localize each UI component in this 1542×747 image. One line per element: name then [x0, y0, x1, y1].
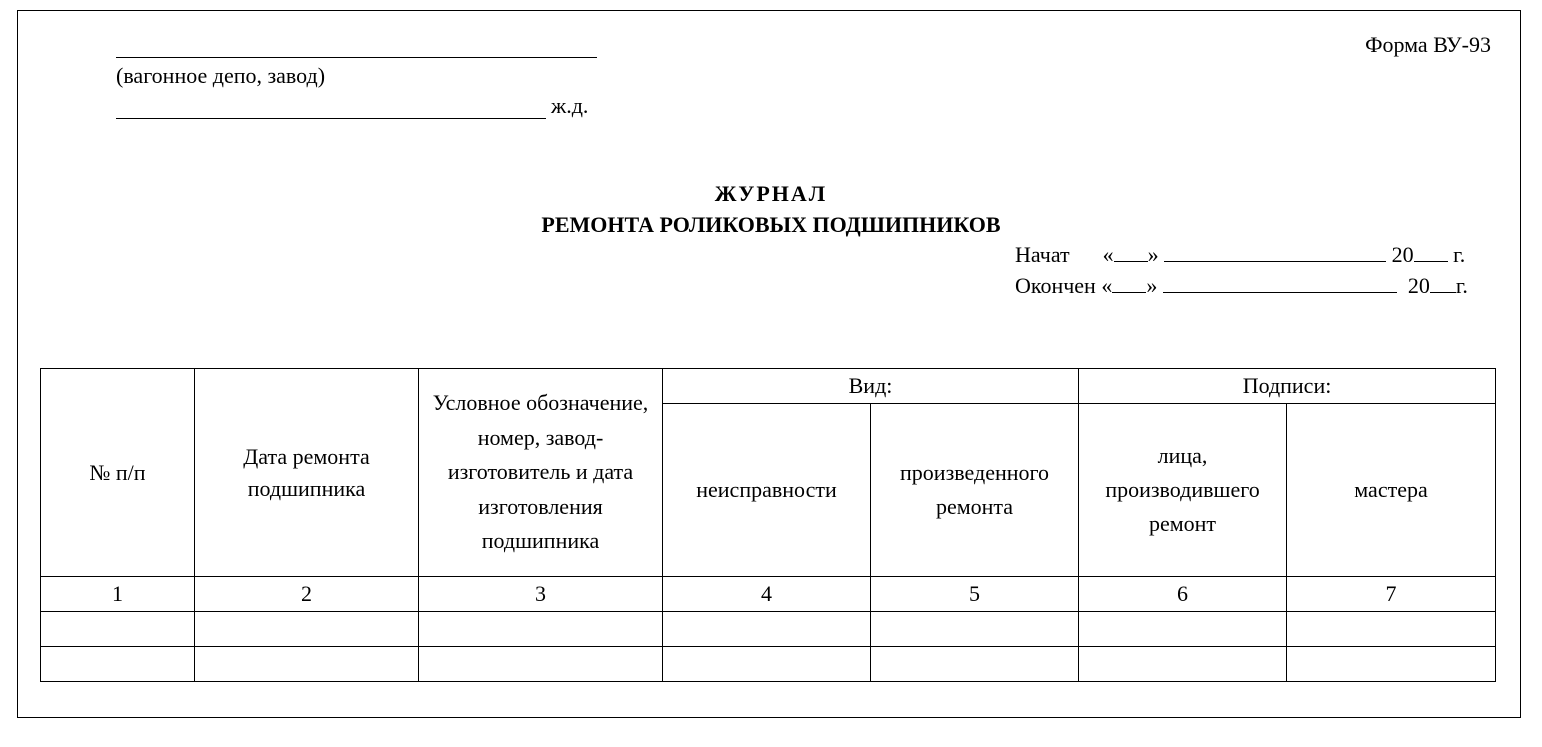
header-repairer-signature: лица, производившего ремонт — [1079, 404, 1287, 577]
end-year-field[interactable] — [1430, 275, 1456, 293]
table-cell[interactable] — [1287, 647, 1496, 682]
table-row — [41, 647, 1496, 682]
year-suffix: г. — [1455, 273, 1468, 298]
column-number-row — [41, 577, 1496, 612]
header-fault: неисправности — [663, 404, 871, 577]
header-number: № п/п — [41, 369, 195, 577]
start-label: Начат — [1015, 242, 1070, 267]
column-number: 7 — [1287, 577, 1496, 612]
railway-name-field[interactable] — [116, 118, 546, 119]
journal-subtitle: РЕМОНТА РОЛИКОВЫХ ПОДШИПНИКОВ — [541, 212, 1001, 237]
column-number: 3 — [419, 577, 663, 612]
repair-journal-table — [40, 368, 1496, 682]
column-number: 1 — [41, 577, 195, 612]
start-date-row — [1015, 244, 1465, 266]
column-number: 4 — [663, 577, 871, 612]
table-cell[interactable] — [41, 647, 195, 682]
depot-label: (вагонное депо, завод) — [116, 63, 326, 88]
table-cell[interactable] — [41, 612, 195, 647]
header-signatures-group: Подписи: — [1079, 369, 1496, 404]
open-quote: « — [1102, 242, 1114, 267]
railway-suffix: ж.д. — [551, 93, 589, 118]
table-cell[interactable] — [419, 647, 663, 682]
table-cell[interactable] — [1079, 612, 1287, 647]
close-quote: » — [1146, 273, 1158, 298]
table-cell[interactable] — [419, 612, 663, 647]
depot-name-field[interactable] — [116, 57, 597, 58]
year-suffix: г. — [1453, 242, 1466, 267]
table-cell[interactable] — [195, 612, 419, 647]
column-number: 2 — [195, 577, 419, 612]
header-bearing-designation: Условное обозначение, номер, завод-изготовитель и дата изготовления подшипника — [419, 369, 663, 577]
table-cell[interactable] — [871, 612, 1079, 647]
header-repair-date: Дата ремонта подшипника — [195, 369, 419, 577]
start-month-field[interactable] — [1164, 244, 1386, 262]
end-month-field[interactable] — [1163, 275, 1397, 293]
table-cell[interactable] — [871, 647, 1079, 682]
table-cell[interactable] — [663, 612, 871, 647]
start-day-field[interactable] — [1114, 244, 1148, 262]
close-quote: » — [1147, 242, 1159, 267]
form-code: Форма ВУ-93 — [1365, 32, 1491, 57]
end-date-row — [1015, 275, 1468, 297]
journal-title: ЖУРНАЛ — [714, 181, 828, 206]
end-day-field[interactable] — [1112, 275, 1146, 293]
table-cell[interactable] — [195, 647, 419, 682]
table-cell[interactable] — [1287, 612, 1496, 647]
table-cell[interactable] — [663, 647, 871, 682]
open-quote: « — [1101, 273, 1113, 298]
column-number: 5 — [871, 577, 1079, 612]
header-repair-performed: произведенного ремонта — [871, 404, 1079, 577]
column-number: 6 — [1079, 577, 1287, 612]
table-row — [41, 612, 1496, 647]
header-kind-group: Вид: — [663, 369, 1079, 404]
year-prefix: 20 — [1391, 242, 1414, 267]
table-cell[interactable] — [1079, 647, 1287, 682]
end-label: Окончен — [1015, 273, 1096, 298]
start-year-field[interactable] — [1414, 244, 1448, 262]
header-master-signature: мастера — [1287, 404, 1496, 577]
year-prefix: 20 — [1407, 273, 1430, 298]
